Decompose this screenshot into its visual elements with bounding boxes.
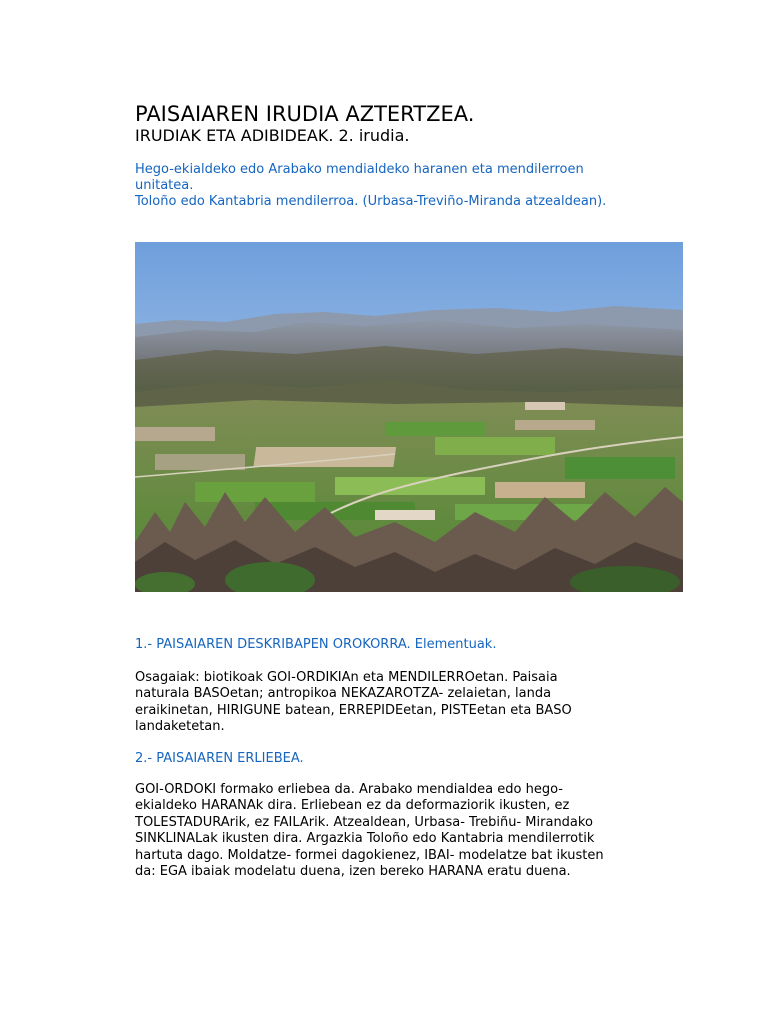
page-subtitle: IRUDIAK ETA ADIBIDEAK. 2. irudia. bbox=[135, 126, 410, 145]
intro-line: unitatea. bbox=[135, 178, 194, 193]
section-body-description bbox=[135, 670, 683, 736]
section-body-relief bbox=[135, 782, 683, 880]
section-heading-description: 1.- PAISAIAREN DESKRIBAPEN OROKORRA. Elementuak. bbox=[135, 637, 497, 652]
text-line: Osagaiak: biotikoak GOI-ORDIKIAn eta MENDILERROetan. Paisaia bbox=[135, 670, 558, 685]
landscape-photo bbox=[135, 242, 683, 592]
page-title: PAISAIAREN IRUDIA AZTERTZEA. bbox=[135, 102, 475, 126]
intro-line: Hego-ekialdeko edo Arabako mendialdeko haranen eta mendilerroen bbox=[135, 162, 584, 177]
text-line: ekialdeko HARANAk dira. Erliebean ez da deformaziorik ikusten, ez bbox=[135, 798, 570, 814]
text-line: hartuta dago. Moldatze- formei dagokienez, IBAI- modelatze bat ikusten bbox=[135, 847, 604, 863]
text-line: TOLESTADURArik, ez FAILArik. Atzealdean, Urbasa- Trebiñu- Mirandako bbox=[135, 814, 593, 830]
section-heading-relief: 2.- PAISAIAREN ERLIEBEA. bbox=[135, 751, 304, 766]
text-line: SINKLINALak ikusten dira. Argazkia Toloño edo Kantabria mendilerrotik bbox=[135, 831, 595, 847]
text-line: da: EGA ibaiak modelatu duena, izen bereko HARANA eratu duena. bbox=[135, 864, 571, 880]
text-line: landaketetan. bbox=[135, 719, 225, 735]
intro-text bbox=[135, 162, 695, 210]
text-line: naturala BASOetan; antropikoa NEKAZAROTZA- zelaietan, landa bbox=[135, 686, 552, 702]
intro-line: Toloño edo Kantabria mendilerroa. (Urbasa-Treviño-Miranda atzealdean). bbox=[135, 194, 607, 209]
text-line: GOI-ORDOKI formako erliebea da. Arabako mendialdea edo hego- bbox=[135, 782, 563, 797]
text-line: eraikinetan, HIRIGUNE batean, ERREPIDEetan, PISTEetan eta BASO bbox=[135, 702, 572, 718]
